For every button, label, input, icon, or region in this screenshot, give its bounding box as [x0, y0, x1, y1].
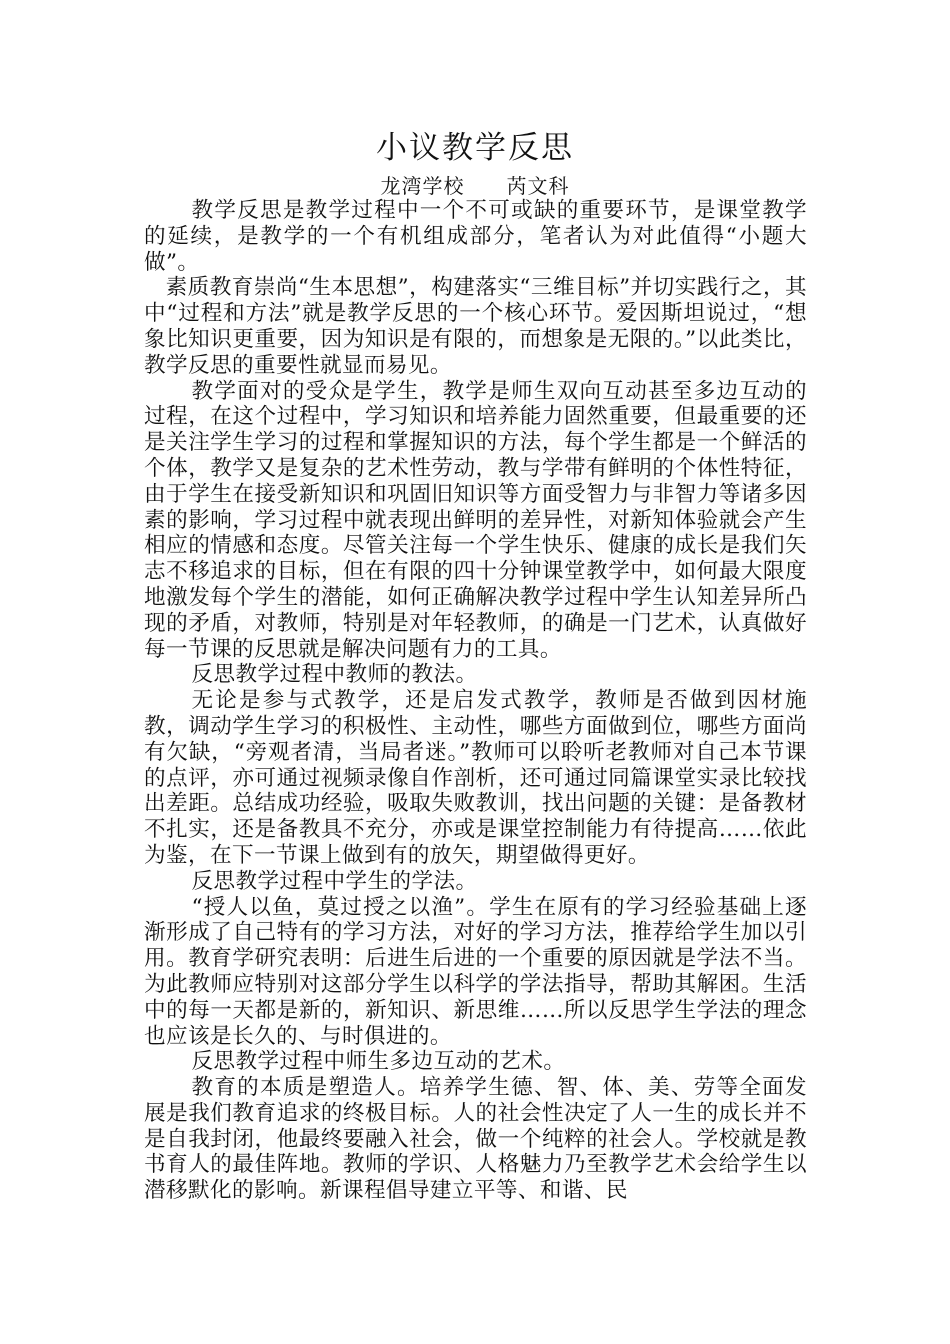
- paragraph-audience: 教学面对的受众是学生，教学是师生双向互动甚至多边互动的过程，在这个过程中，学习知识和培养能力固然重要，但最重要的还是关注学生学习的过程和掌握知识的方法，每个学生都是一个鲜活的个体，教学又是复杂的艺术性劳动，教与学带有鲜明的个体性特征，由于学生在接受新知识和巩固旧知识等方面受智力与非智力等诸多因素的影响，学习过程中就表现出鲜明的差异性，对新知体验就会产生相应的情感和态度。尽管关注每一个学生快乐、健康的成长是我们矢志不移追求的目标，但在有限的四十分钟课堂教学中，如何最大限度地激发每个学生的潜能，如何正确解决教学过程中学生认知差异所凸现的矛盾，对教师，特别是对年轻教师，的确是一门艺术，认真做好每一节课的反思就是解决问题有力的工具。: [144, 378, 807, 662]
- section-heading-interaction: 反思教学过程中师生多边互动的艺术。: [191, 1049, 566, 1075]
- paragraph-interaction: 教育的本质是塑造人。培养学生德、智、体、美、劳等全面发展是我们教育追求的终极目标。人的社会性决定了人一生的成长并不是自我封闭，他最终要融入社会，做一个纯粹的社会人。学校就是教书育人的最佳阵地。教师的学识、人格魅力乃至教学艺术会给学生以潜移默化的影响。新课程倡导建立平等、和谐、民: [144, 1075, 807, 1204]
- document-body: [144, 198, 807, 1204]
- paragraph-intro: 教学反思是教学过程中一个不可或缺的重要环节，是课堂教学的延续，是教学的一个有机组成部分，笔者认为对此值得“小题大做”。: [144, 198, 807, 275]
- paragraph-learning-method: “授人以鱼，莫过授之以渔”。学生在原有的学习经验基础上逐渐形成了自己特有的学习方法，对好的学习方法，推荐给学生加以引用。教育学研究表明：后进生后进的一个重要的原因就是学法不当。为此教师应特别对这部分学生以科学的学法指导，帮助其解困。生活中的每一天都是新的，新知识、新思维……所以反思学生学法的理念也应该是长久的、与时俱进的。: [144, 894, 807, 1049]
- paragraph-quality-education: 素质教育崇尚“生本思想”，构建落实“三维目标”并切实践行之，其中“过程和方法”就是教学反思的一个核心环节。爱因斯坦说过，“想象比知识更重要，因为知识是有限的，而想象是无限的。”以此类比，教学反思的重要性就显而易见。: [144, 275, 807, 378]
- paragraph-teaching-method: 无论是参与式教学，还是启发式教学，教师是否做到因材施教，调动学生学习的积极性、主动性，哪些方面做到位，哪些方面尚有欠缺，“旁观者清，当局者迷。”教师可以聆听老教师对自己本节课的点评，亦可通过视频录像自作剖析，还可通过同篇课堂实录比较找出差距。总结成功经验，吸取失败教训，找出问题的关键：是备教材不扎实，还是备教具不充分，亦或是课堂控制能力有待提高……依此为鉴，在下一节课上做到有的放矢，期望做得更好。: [144, 688, 807, 868]
- document-title: 小议教学反思: [376, 130, 574, 166]
- author-byline: 龙湾学校 芮文科: [380, 174, 570, 198]
- section-heading-teaching-method: 反思教学过程中教师的教法。: [191, 662, 478, 688]
- section-heading-learning-method: 反思教学过程中学生的学法。: [191, 868, 478, 894]
